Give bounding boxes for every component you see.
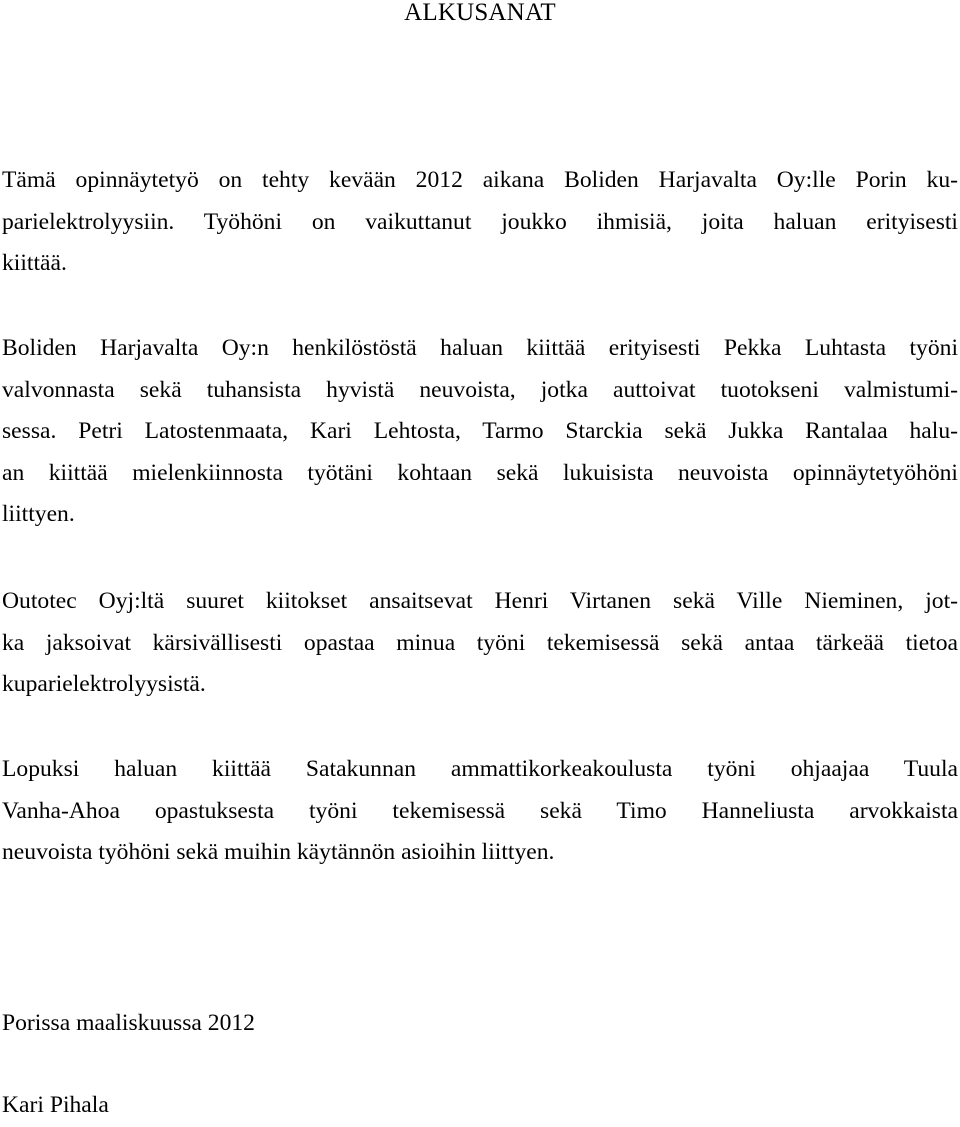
paragraph-line: Lopuksi haluan kiittää Satakunnan ammattikorkeakoulusta työni ohjaajaa Tuula	[2, 756, 958, 782]
paragraph-line: parielektrolyysiin. Työhöni on vaikuttanut joukko ihmisiä, joita haluan erityisesti	[2, 208, 958, 235]
paragraph-line: valvonnasta sekä tuhansista hyvistä neuvoista, jotka auttoivat tuotokseni valmistumi-	[2, 376, 958, 403]
paragraph-line: kiittää.	[2, 250, 67, 276]
paragraph-closing-thanks	[2, 749, 958, 874]
paragraph-outotec	[2, 581, 958, 706]
paragraph-line: Vanha-Ahoa opastuksesta työni tekemisessä sekä Timo Hanneliusta arvokkaista	[2, 797, 958, 824]
paragraph-line: Boliden Harjavalta Oy:n henkilöstöstä haluan kiittää erityisesti Pekka Luhtasta työni	[2, 335, 958, 361]
paragraph-line: ka jaksoivat kärsivällisesti opastaa minua työni tekemisessä sekä antaa tärkeää tietoa	[2, 629, 958, 656]
paragraph-boliden	[2, 328, 958, 536]
paragraph-line: neuvoista työhöni sekä muihin käytännön asioihin liittyen.	[2, 839, 555, 865]
author-name: Kari Pihala	[2, 1092, 109, 1118]
paragraph-line: an kiittää mielenkiinnosta työtäni kohtaan sekä lukuisista neuvoista opinnäytetyöhöni	[2, 459, 958, 486]
paragraph-line: liittyen.	[2, 501, 75, 527]
paragraph-line: sessa. Petri Latostenmaata, Kari Lehtosta, Tarmo Starckia sekä Jukka Rantalaa halu-	[2, 418, 958, 444]
page-title: ALKUSANAT	[404, 0, 556, 26]
place-and-date: Porissa maaliskuussa 2012	[2, 1010, 255, 1036]
paragraph-line: Outotec Oyj:ltä suuret kiitokset ansaitsevat Henri Virtanen sekä Ville Nieminen, jot-	[2, 588, 958, 614]
paragraph-line: Tämä opinnäytetyö on tehty kevään 2012 aikana Boliden Harjavalta Oy:lle Porin ku-	[2, 167, 958, 193]
paragraph-line: kuparielektrolyysistä.	[2, 671, 206, 697]
paragraph-intro	[2, 160, 958, 285]
